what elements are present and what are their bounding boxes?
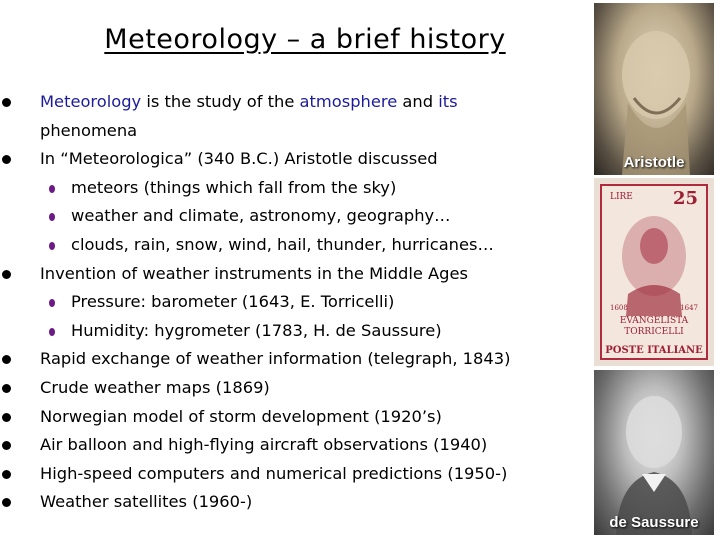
bullet-text: clouds, rain, snow, wind, hail, thunder, hurricanes… — [71, 234, 494, 254]
sub-bullet-item — [0, 202, 590, 231]
stamp-year-right: 1647 — [680, 304, 698, 312]
bullet-item — [0, 403, 590, 432]
bullet-text: is the study of the — [141, 92, 300, 111]
stamp-country: POSTE ITALIANE — [605, 345, 703, 356]
bullet-text: meteors (things which fall from the sky) — [71, 177, 397, 197]
sub-bullet-item — [0, 174, 590, 203]
aristotle-photo — [594, 3, 714, 175]
bullet-item — [0, 117, 590, 146]
bullet-marker — [2, 155, 11, 164]
sub-bullet-marker — [49, 242, 55, 250]
bullet-item — [0, 431, 590, 460]
bullet-list — [0, 88, 590, 517]
bust-illustration — [594, 3, 714, 175]
sub-bullet-item — [0, 288, 590, 317]
bullet-marker — [2, 355, 11, 364]
portrait-illustration — [602, 206, 706, 316]
torricelli-stamp — [594, 178, 714, 366]
bullet-item — [0, 345, 590, 374]
sub-bullet-item — [0, 231, 590, 260]
bullet-item — [0, 260, 590, 289]
stamp-frame — [600, 184, 708, 360]
bullet-text: Humidity: hygrometer (1783, H. de Saussure) — [71, 320, 442, 340]
bullet-marker — [2, 270, 11, 279]
bullet-marker — [2, 98, 11, 107]
bullet-item — [0, 460, 590, 489]
stamp-year-left: 1608 — [610, 304, 628, 312]
slide-title: Meteorology – a brief history — [104, 24, 506, 55]
sub-bullet-marker — [49, 185, 55, 193]
sub-bullet-marker — [49, 213, 55, 221]
keyword-text: Meteorology — [40, 92, 142, 111]
bullet-text: Norwegian model of storm development (1920’s) — [40, 406, 442, 426]
bullet-text: Weather satellites (1960-) — [40, 492, 253, 512]
keyword-text: atmosphere — [299, 92, 398, 111]
bullet-item — [0, 374, 590, 403]
bullet-marker — [2, 384, 11, 393]
bullet-marker — [2, 470, 11, 479]
bullet-text: Air balloon and high-flying aircraft observations (1940) — [40, 435, 488, 455]
sub-bullet-item — [0, 317, 590, 346]
bullet-text: In “Meteorologica” (340 B.C.) Aristotle discussed — [40, 149, 438, 169]
bullet-text: Crude weather maps (1869) — [40, 377, 270, 397]
bullet-text: High-speed computers and numerical predictions (1950-) — [40, 463, 508, 483]
sub-bullet-marker — [49, 299, 55, 307]
bullet-item — [0, 145, 590, 174]
bullet-marker — [2, 498, 11, 507]
bullet-text: weather and climate, astronomy, geography… — [71, 206, 451, 226]
aristotle-caption: Aristotle — [623, 154, 685, 171]
portrait-illustration — [594, 370, 714, 535]
stamp-prefix: LIRE — [610, 192, 633, 202]
bullet-item — [0, 88, 590, 117]
bullet-text: Rapid exchange of weather information (telegraph, 1843) — [40, 349, 511, 369]
stamp-name-line1: EVANGELISTA — [619, 316, 689, 326]
stamp-name-line2: TORRICELLI — [624, 327, 684, 337]
bullet-text: phenomena — [40, 120, 138, 140]
sub-bullet-marker — [49, 328, 55, 336]
saussure-photo — [594, 370, 714, 535]
bullet-item — [0, 488, 590, 517]
saussure-caption: de Saussure — [609, 514, 699, 531]
stamp-value: 25 — [672, 188, 698, 209]
bullet-marker — [2, 441, 11, 450]
bullet-text: and — [397, 92, 439, 111]
bullet-marker — [2, 413, 11, 422]
bullet-text: Pressure: barometer (1643, E. Torricelli) — [71, 292, 395, 312]
keyword-text: its — [438, 92, 458, 111]
bullet-text: Invention of weather instruments in the Middle Ages — [40, 263, 469, 283]
